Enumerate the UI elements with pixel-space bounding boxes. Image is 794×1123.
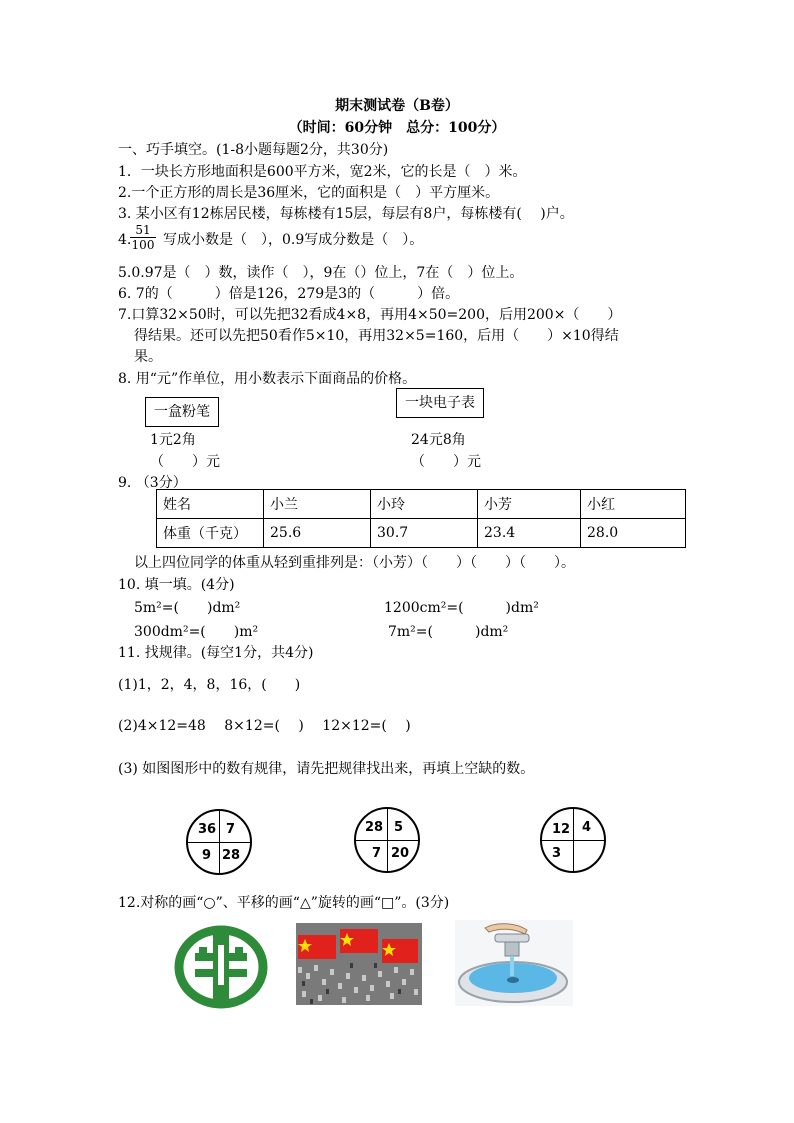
fraction-numerator: 51 [130,223,156,238]
question-9: 9. （3分） [118,475,187,491]
table-cell: 小兰 [264,490,371,519]
faucet-sink-image [455,920,573,1006]
table-cell: 小芳 [478,490,581,519]
fraction [130,223,156,252]
question-6: 6. 7的（ ）倍是126，279是3的（ ）倍。 [118,286,460,302]
conversion-a: 5m²=( )dm² [134,600,241,616]
question-4-text: 写成小数是（ ），0.9写成分数是（ ）。 [163,232,424,248]
table-cell: 28.0 [581,519,686,548]
circle-number: 7 [226,822,236,837]
pattern-3: (3) 如图图形中的数有规律，请先把规律找出来，再填上空缺的数。 [118,761,535,777]
question-3: 3. 某小区有12栋居民楼，每栋楼有15层，每层有8户，每栋楼有( )户。 [118,206,574,222]
circle-number: 3 [552,846,562,861]
question-11: 11. 找规律。(每空1分，共4分) [118,645,314,661]
question-10: 10. 填一填。(4分) [118,577,235,593]
pattern-1: (1)1，2，4，8，16，( ) [118,677,301,693]
table-cell: 23.4 [478,519,581,548]
table-cell: 30.7 [371,519,478,548]
question-8: 8. 用“元”作单位，用小数表示下面商品的价格。 [118,371,417,387]
question-12: 12.对称的画“○”、平移的画“△”旋转的画“□”。(3分) [118,895,450,911]
question-7-line1: 7.口算32×50时，可以先把32看成4×8，再用4×50=200，后用200×（ ） [118,307,622,323]
item-box-chalk: 一盒粉笔 [145,397,219,427]
circle-number: 4 [582,820,592,835]
table-cell: 小红 [581,490,686,519]
number-circle [186,809,252,875]
conversion-c: 300dm²=( )m² [134,624,259,640]
bank-logo-image [173,925,269,1009]
circle-number: 28 [222,848,241,863]
section-heading: 一、巧手填空。(1-8小题每题2分，共30分) [118,142,389,158]
page-subtitle: （时间：60分钟 总分：100分） [288,120,506,136]
flags-crowd-image [296,923,422,1005]
circle-number: 36 [198,822,217,837]
circle-number: 7 [372,846,382,861]
question-7-line3: 果。 [134,349,162,365]
question-9-answer: 以上四位同学的体重从轻到重排列是：（小芳）（ ）（ ）（ ）。 [134,555,575,571]
page-title: 期末测试卷（B卷） [335,98,459,114]
table-cell: 姓名 [157,490,264,519]
table-row [157,490,686,519]
weight-table [156,489,686,548]
question-2: 2.一个正方形的周长是36厘米，它的面积是（ ）平方厘米。 [118,185,500,201]
item-blank-watch: （ ）元 [411,454,481,470]
fraction-denominator: 100 [131,238,155,252]
circle-number: 20 [391,846,410,861]
conversion-b: 1200cm²=( )dm² [384,600,539,616]
circle-number: 12 [552,822,571,837]
circle-number: 9 [202,848,212,863]
item-price-watch: 24元8角 [411,432,466,448]
circle-number: 5 [394,820,404,835]
pattern-2: (2)4×12=48 8×12=( ) 12×12=( ) [118,718,411,734]
circle-number: 28 [365,820,384,835]
question-4-prefix: 4. [118,232,132,248]
number-circle [354,807,420,873]
question-5: 5.0.97是（ ）数，读作（ ），9在（）位上，7在（ ）位上。 [118,265,524,281]
question-7-line2: 得结果。还可以先把50看作5×10，再用32×5=160，后用（ ）×10得结 [134,328,619,344]
question-1: 1．一块长方形地面积是600平方米，宽2米，它的长是（ ）米。 [118,164,527,180]
table-row [157,519,686,548]
item-box-watch: 一块电子表 [396,388,484,418]
number-circle [540,807,606,873]
item-blank-chalk: （ ）元 [150,454,220,470]
table-cell: 25.6 [264,519,371,548]
table-cell: 小玲 [371,490,478,519]
table-cell: 体重（千克） [157,519,264,548]
item-price-chalk: 1元2角 [150,432,196,448]
conversion-d: 7m²=( )dm² [388,624,509,640]
